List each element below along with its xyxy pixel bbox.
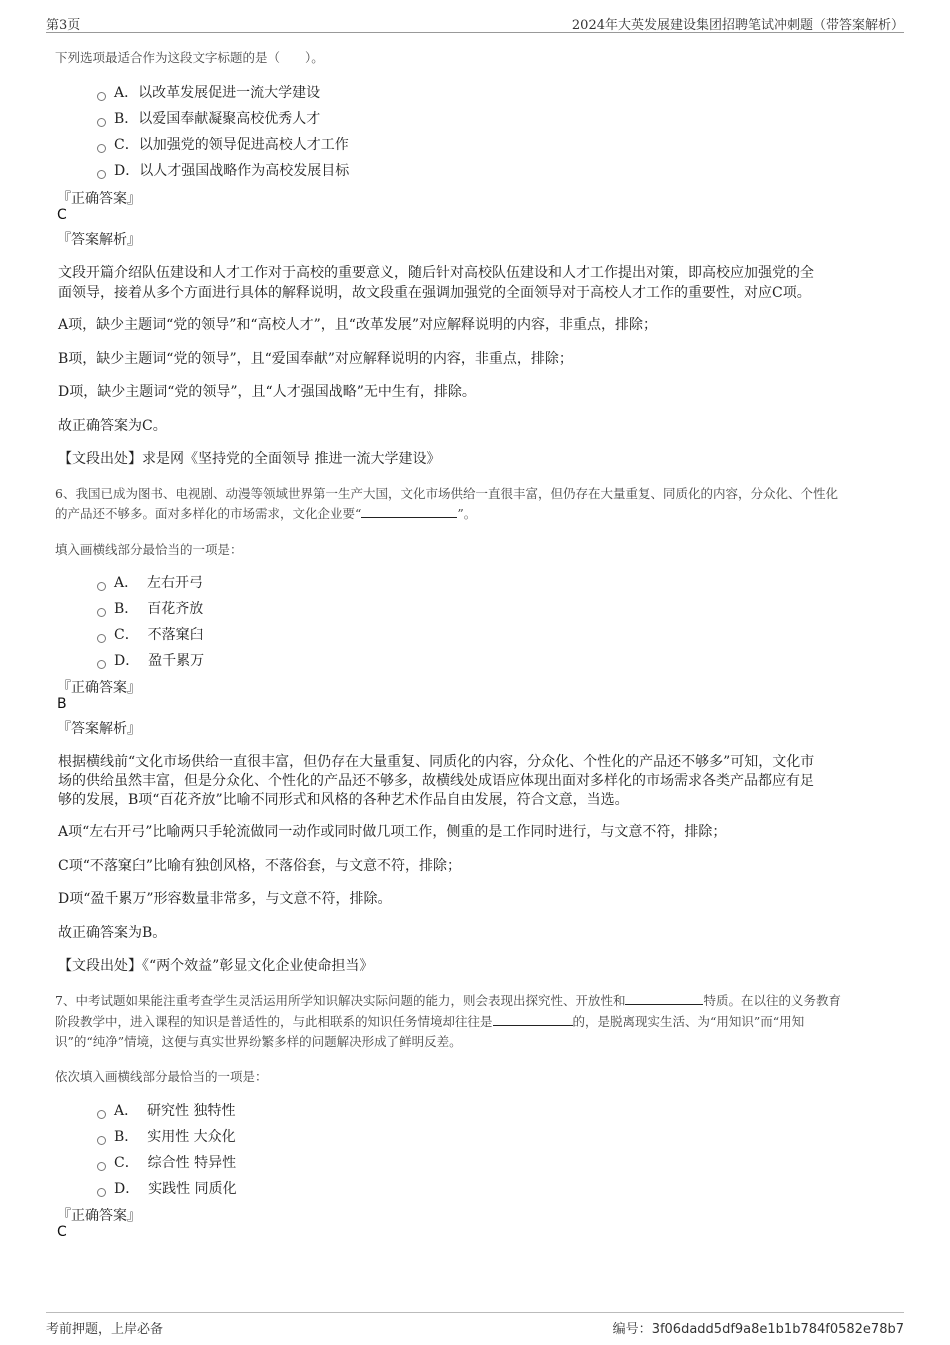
q5-analysis-line: 文段开篇介绍队伍建设和人才工作对于高校的重要意义，随后针对高校队伍建设和人才工作提出对策，即高校应加强党的全	[58, 265, 814, 281]
q5-analysis-line: A项，缺少主题词“党的领导”和“高校人才”，且“改革发展”对应解释说明的内容，非重点，排除；	[58, 317, 658, 333]
q6-option-b[interactable]: B． 百花齐放	[114, 601, 204, 617]
q5-option-c-radio[interactable]	[97, 144, 106, 153]
q7-option-d[interactable]: D． 实践性 同质化	[114, 1181, 237, 1197]
document-code: 编号：3f06dadd5df9a8e1b1b784f0582e78b7	[612, 1322, 904, 1337]
q5-option-a-radio[interactable]	[97, 92, 106, 101]
q6-option-a[interactable]: A． 左右开弓	[114, 575, 204, 591]
q6-answer: B	[57, 696, 67, 712]
q6-option-a-radio[interactable]	[97, 582, 106, 591]
q7-blank-1	[625, 992, 703, 1005]
q7-stem-line3: 识”的“纯净”情境，这便与真实世界纷繁多样的问题解决形成了鲜明反差。	[55, 1034, 462, 1049]
q5-option-d-radio[interactable]	[97, 170, 106, 179]
q7-option-b[interactable]: B． 实用性 大众化	[114, 1129, 236, 1145]
q5-option-d[interactable]: D．以人才强国战略作为高校发展目标	[114, 163, 350, 179]
q7-prompt: 依次填入画横线部分最恰当的一项是：	[55, 1069, 268, 1084]
q6-analysis-line: 够的发展，B项“百花齐放”比喻不同形式和风格的各种艺术作品自由发展，符合文意，当选。	[58, 792, 629, 808]
q5-analysis-line: 故正确答案为C。	[58, 418, 167, 434]
q5-answer: C	[57, 207, 67, 223]
q6-source: 【文段出处】《“两个效益”彰显文化企业使命担当》	[58, 958, 374, 974]
q7-stem-line1: 7、中考试题如果能注重考查学生灵活运用所学知识解决实际问题的能力，则会表现出探究性、开放性和 特质。在以往的义务教育	[55, 993, 841, 1008]
q5-option-b-radio[interactable]	[97, 118, 106, 127]
q6-analysis-line: C项“不落窠臼”比喻有独创风格，不落俗套，与文意不符，排除；	[58, 858, 462, 874]
q5-analysis-line: 面领导，接着从多个方面进行具体的解释说明，故文段重在强调加强党的全面领导对于高校人才工作的重要性，对应C项。	[58, 285, 811, 301]
q5-option-c[interactable]: C．以加强党的领导促进高校人才工作	[114, 137, 349, 153]
q6-analysis-line: D项“盈千累万”形容数量非常多，与文意不符，排除。	[58, 891, 392, 907]
q6-option-b-radio[interactable]	[97, 608, 106, 617]
q7-option-c-radio[interactable]	[97, 1162, 106, 1171]
q5-analysis-label: 『答案解析』	[57, 232, 141, 248]
page-footer	[46, 1312, 904, 1337]
q5-answer-label: 『正确答案』	[57, 191, 141, 207]
q6-analysis-line: 场的供给虽然丰富，但是分众化、个性化的产品还不够多，故横线处成语应体现出面对多样化的市场需求各类产品都应有足	[58, 773, 814, 789]
q6-analysis-line: A项“左右开弓”比喻两只手轮流做同一动作或同时做几项工作，侧重的是工作同时进行，与文意不符，排除；	[58, 824, 727, 840]
q5-stem: 下列选项最适合作为这段文字标题的是（ ）。	[55, 50, 324, 65]
q6-answer-label: 『正确答案』	[57, 680, 141, 696]
q6-blank	[361, 505, 457, 518]
q6-option-c-radio[interactable]	[97, 634, 106, 643]
q7-option-b-radio[interactable]	[97, 1136, 106, 1145]
q7-option-c[interactable]: C． 综合性 特异性	[114, 1155, 237, 1171]
q6-option-c[interactable]: C． 不落窠臼	[114, 627, 204, 643]
q6-analysis-line: 根据横线前“文化市场供给一直很丰富，但仍存在大量重复、同质化的内容，分众化、个性化的产品还不够多”可知，文化市	[58, 754, 815, 770]
q5-option-a[interactable]: A．以改革发展促进一流大学建设	[114, 85, 321, 101]
q6-stem-line1: 6、我国已成为图书、电视剧、动漫等领域世界第一生产大国，文化市场供给一直很丰富，但仍存在大量重复、同质化的内容，分众化、个性化	[55, 486, 838, 501]
q7-answer: C	[57, 1224, 67, 1240]
q6-prompt: 填入画横线部分最恰当的一项是：	[55, 542, 243, 557]
q6-option-d-radio[interactable]	[97, 660, 106, 669]
q7-answer-label: 『正确答案』	[57, 1208, 141, 1224]
q5-analysis-line: D项，缺少主题词“党的领导”，且“人才强国战略”无中生有，排除。	[58, 384, 476, 400]
q5-source: 【文段出处】求是网《坚持党的全面领导 推进一流大学建设》	[58, 451, 441, 467]
q6-analysis-line: 故正确答案为B。	[58, 925, 167, 941]
q6-option-d[interactable]: D． 盈千累万	[114, 653, 205, 669]
q5-option-b[interactable]: B．以爱国奉献凝聚高校优秀人才	[114, 111, 321, 127]
q6-stem-line2: 的产品还不够多。面对多样化的市场需求，文化企业要“ ”。	[55, 506, 477, 521]
q7-option-a-radio[interactable]	[97, 1110, 106, 1119]
document-title: 2024年大英发展建设集团招聘笔试冲刺题（带答案解析）	[571, 18, 904, 33]
q7-blank-2	[493, 1013, 573, 1026]
q7-stem-line2: 阶段教学中，进入课程的知识是普适性的，与此相联系的知识任务情境却往往是 的，是脱离现实生活、为“用知识”而“用知	[55, 1014, 805, 1029]
page-number: 第3页	[46, 18, 81, 33]
q5-analysis-line: B项，缺少主题词“党的领导”，且“爱国奉献”对应解释说明的内容，非重点，排除；	[58, 351, 573, 367]
page-header	[46, 12, 904, 33]
q7-option-a[interactable]: A． 研究性 独特性	[114, 1103, 236, 1119]
footer-slogan: 考前押题，上岸必备	[46, 1322, 164, 1337]
q6-analysis-label: 『答案解析』	[57, 721, 141, 737]
q7-option-d-radio[interactable]	[97, 1188, 106, 1197]
